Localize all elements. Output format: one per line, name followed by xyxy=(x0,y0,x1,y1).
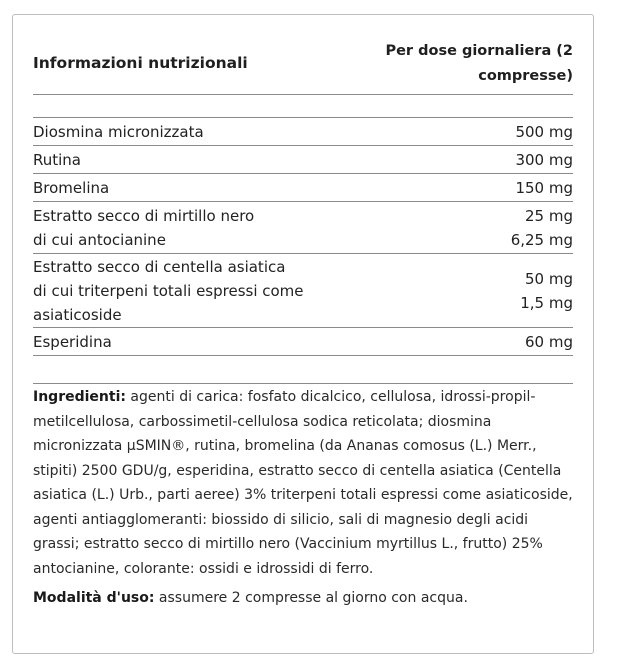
nutrition-card xyxy=(12,14,594,654)
row-name: Bromelina xyxy=(33,178,110,197)
row-name-line: asiaticoside xyxy=(33,305,122,324)
row-value: 300 mg xyxy=(515,150,573,169)
nutrition-table xyxy=(33,118,573,356)
usage-paragraph xyxy=(33,586,578,611)
header-divider xyxy=(33,94,573,95)
row-name: Rutina xyxy=(33,150,82,169)
row-value-line: 1,5 mg xyxy=(520,293,573,312)
row-name-line: di cui triterpeni totali espressi come xyxy=(33,281,304,300)
row-name xyxy=(33,204,373,252)
usage-label: Modalità d'uso: xyxy=(33,590,155,606)
ingredients-text: agenti di carica: fosfato dicalcico, cellulosa, idrossi-propil-metilcellulosa, carbossimetil-cellulosa sodica reticolata; diosmina micronizzata μSMIN®, rutina, bromelina (da Ananas comosus (L.) Merr., stipiti) 2500 GDU/g, esperidina, estratto secco di centella asiatica (Centella asiatica (L.) Urb., parti aeree) 3% triterpeni totali espressi come asiaticoside, agenti antiagglomeranti: biossido di silicio, sali di magnesio degli acidi grassi; estratto secco di mirtillo nero (Vaccinium myrtillus L., frutto) 25% antocianine, colorante: ossidi e idrossidi di ferro. xyxy=(33,389,573,577)
header-dose-line1: Per dose giornaliera (2 xyxy=(385,43,573,59)
table-row xyxy=(33,118,573,146)
row-name-line: Estratto secco di centella asiatica xyxy=(33,257,286,276)
table-row xyxy=(33,146,573,174)
usage-text: assumere 2 compresse al giorno con acqua. xyxy=(154,590,468,606)
table-row xyxy=(33,328,573,356)
header-title: Informazioni nutrizionali xyxy=(33,54,248,72)
table-row xyxy=(33,254,573,328)
row-name: Diosmina micronizzata xyxy=(33,122,204,141)
row-name: Esperidina xyxy=(33,332,112,351)
row-value xyxy=(520,267,573,315)
row-value-line: 50 mg xyxy=(525,269,573,288)
ingredients-label: Ingredienti: xyxy=(33,389,126,405)
ingredients-paragraph xyxy=(33,385,578,581)
table-row xyxy=(33,202,573,254)
ingredients-divider xyxy=(33,383,573,384)
row-value: 60 mg xyxy=(525,332,573,351)
header-dose-line2: compresse) xyxy=(478,68,573,84)
header-dose xyxy=(353,39,573,89)
row-name-line: di cui antocianine xyxy=(33,230,166,249)
row-value: 150 mg xyxy=(515,178,573,197)
row-value: 500 mg xyxy=(515,122,573,141)
row-value xyxy=(511,204,573,252)
table-row xyxy=(33,174,573,202)
row-name-line: Estratto secco di mirtillo nero xyxy=(33,206,255,225)
table-header xyxy=(33,39,573,97)
row-value-line: 25 mg xyxy=(525,206,573,225)
row-name xyxy=(33,255,373,327)
ingredients-section xyxy=(33,385,578,611)
row-value-line: 6,25 mg xyxy=(510,230,573,249)
